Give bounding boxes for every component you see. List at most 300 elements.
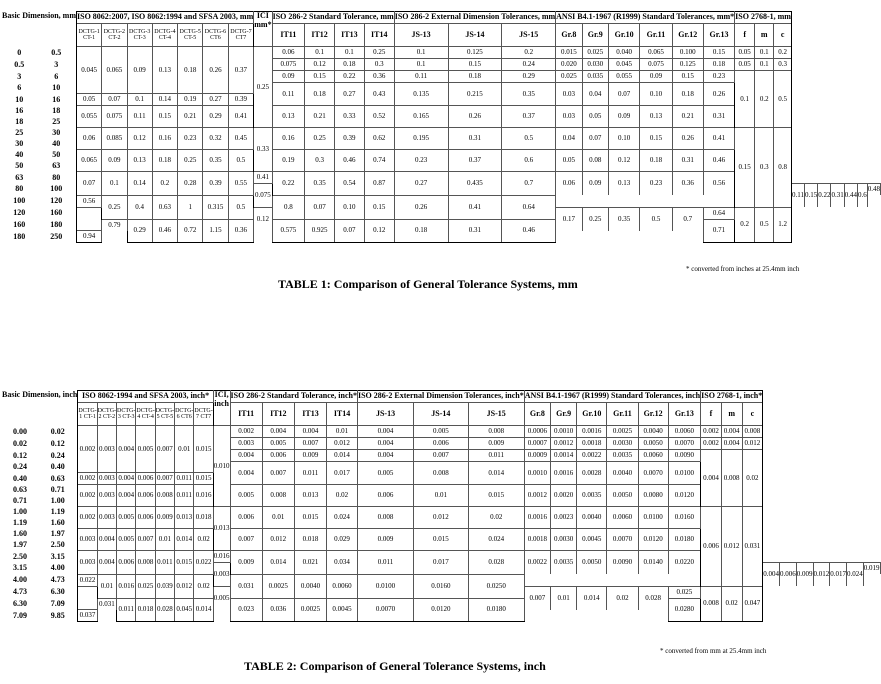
ici-value: 0.79 [102, 219, 127, 231]
dim-upto: 30 [52, 128, 61, 137]
ct-value: 0.1 [127, 94, 152, 106]
tolerance-value: 0.023 [230, 598, 262, 622]
table-2-caption: TABLE 2: Comparison of General Tolerance Systems, inch [244, 659, 546, 673]
tolerance-value: 0.27 [334, 83, 364, 106]
tolerance-value: 0.8 [272, 195, 305, 219]
column-header: DCTG-1 CT-1 [78, 403, 97, 426]
tolerance-value: 0.0028 [577, 462, 607, 485]
column-header: JS-15 [502, 24, 556, 47]
tolerance-value: 0.25 [305, 128, 335, 150]
tolerance-value: 0.31 [448, 219, 502, 243]
ct-value: 0.39 [228, 94, 254, 106]
tolerance-value: 0.46 [152, 219, 177, 243]
ct-value: 0.11 [791, 184, 804, 208]
tolerance-value: 0.0023 [551, 507, 577, 529]
dim-over: 1.97 [13, 540, 28, 549]
tolerance-value: 0.007 [262, 462, 294, 485]
tolerance-value: 0.25 [102, 195, 127, 219]
group-header: ISO 8062:2007, ISO 8062:1994 and SFSA 2003, mm [77, 12, 254, 24]
ct-value: 0.007 [155, 473, 174, 485]
dim-over: 6.30 [13, 598, 28, 608]
tolerance-value: 0.028 [155, 598, 174, 622]
ct-value: 0.002 [78, 485, 97, 507]
ct-value: 0.55 [228, 172, 254, 196]
tolerance-value: 0.0120 [668, 485, 701, 507]
table-2 [2, 390, 881, 622]
tolerance-value: 0.46 [502, 219, 556, 243]
dim-over: 25 [15, 128, 24, 137]
tolerance-value: 0.0025 [294, 598, 326, 622]
dim-upto: 6 [54, 71, 59, 81]
tolerance-value: 0.21 [672, 106, 703, 128]
dim-over: 0.02 [13, 438, 28, 448]
ct-value: 0.003 [78, 529, 97, 551]
tolerance-value: 0.54 [334, 172, 364, 196]
dim-over: 0.24 [13, 462, 28, 471]
tolerance-value: 0.0020 [551, 485, 577, 507]
ici-value: 0.019 [863, 564, 880, 572]
tolerance-value: 0.0018 [577, 438, 607, 450]
tolerance-value: 0.004 [262, 426, 294, 438]
dim-upto: 2.50 [50, 540, 65, 549]
dim-over: 0.00 [13, 426, 28, 436]
tolerance-value: 0.36 [672, 172, 703, 196]
dim-upto: 16 [52, 94, 61, 104]
tolerance-value: 0.27 [394, 172, 448, 196]
iso2768-value: 0.2 [735, 207, 755, 243]
ct-value: 0.26 [203, 47, 228, 94]
tolerance-value: 0.065 [640, 47, 672, 59]
dim-upto: 40 [52, 139, 61, 148]
column-header: Gr.9 [582, 24, 608, 47]
tolerance-value: 0.72 [178, 219, 203, 243]
dim-upto: 180 [50, 219, 63, 229]
ct-value: 0.11 [127, 106, 152, 128]
tolerance-value: 0.012 [262, 529, 294, 551]
tolerance-value: 0.13 [640, 106, 672, 128]
dim-upto: 80 [52, 172, 61, 182]
tolerance-value: 0.925 [305, 219, 335, 243]
tolerance-value: 0.13 [272, 106, 305, 128]
tolerance-value: 0.36 [228, 219, 254, 243]
dim-over: 1.00 [13, 507, 28, 516]
tolerance-value: 0.034 [327, 551, 358, 575]
column-header: Gr.11 [607, 403, 638, 426]
column-header: DCTG-6 CT6 [175, 403, 194, 426]
ct-value: 0.2 [152, 172, 177, 196]
dimension-header: Basic Dimension, inch [2, 389, 78, 399]
ici-value: 0.016 [213, 551, 230, 563]
group-header: ISO 286-2 External Dimension Tolerances, mm [394, 12, 555, 24]
tolerance-value: 0.031 [230, 574, 262, 598]
column-header: DCTG-4 CT-4 [136, 403, 155, 426]
ct-value: 0.01 [175, 426, 194, 473]
dim-upto: 4.00 [50, 563, 65, 573]
ct-value: 0.17 [556, 207, 582, 231]
tolerance-value: 0.125 [672, 59, 703, 71]
iso2768-value: 0.002 [701, 426, 722, 438]
dim-upto: 63 [52, 161, 61, 170]
dim-upto: 4.73 [50, 575, 65, 584]
ct-value: 0.14 [152, 94, 177, 106]
ct-value: 0.011 [155, 551, 174, 575]
tolerance-value: 0.004 [357, 426, 413, 438]
column-header: IT13 [294, 403, 326, 426]
column-header: c [774, 24, 792, 47]
tolerance-value: 0.18 [394, 219, 448, 243]
ct-value: 0.02 [194, 529, 213, 551]
tolerance-value: 0.74 [364, 150, 394, 172]
tolerance-value: 0.435 [448, 172, 502, 196]
tolerance-value: 0.025 [136, 574, 155, 598]
tolerance-value: 0.12 [305, 59, 335, 71]
dim-over: 180 [13, 231, 26, 241]
tolerance-value: 0.3 [305, 150, 335, 172]
group-header: ANSI B4.1-1967 (R1999) Standard Tolerances, inch [524, 391, 700, 403]
header-row [2, 12, 880, 24]
ct-value: 0.1 [102, 172, 127, 196]
tolerance-value: 0.016 [117, 574, 136, 598]
group-header: ISO 286-2 External Dimension Tolerances, inch* [357, 391, 524, 403]
tolerance-value: 0.009 [294, 450, 326, 462]
tolerance-value: 0.52 [364, 106, 394, 128]
ct-value: 0.017 [830, 563, 847, 587]
table-row [2, 426, 880, 438]
tolerance-value: 0.0070 [668, 438, 701, 450]
tolerance-value: 0.64 [502, 195, 556, 219]
ct-value: 0.14 [127, 172, 152, 196]
tolerance-value: 0.4 [127, 195, 152, 219]
iso2768-value: 0.002 [701, 438, 722, 450]
ct-value: 0.23 [178, 128, 203, 150]
tolerance-value: 0.013 [294, 485, 326, 507]
ct-value: 0.024 [847, 563, 864, 587]
ct-value: 0.003 [97, 507, 116, 529]
iso2768-value: 0.004 [721, 426, 742, 438]
ct-value: 0.015 [175, 551, 194, 575]
ct-value: 0.09 [127, 47, 152, 94]
tolerance-value: 0.015 [556, 47, 582, 59]
column-header: IT14 [327, 403, 358, 426]
ct-value: 0.008 [136, 551, 155, 575]
column-header: DCTG-3 CT-3 [127, 24, 152, 47]
tolerance-value: 0.195 [394, 128, 448, 150]
tolerance-value: 0.125 [448, 47, 502, 59]
ct-value: 0.7 [672, 207, 703, 231]
tolerance-value: 0.18 [672, 83, 703, 106]
tolerance-value: 0.075 [640, 59, 672, 71]
tolerance-value: 0.315 [203, 195, 228, 219]
tolerance-value: 0.0012 [524, 485, 550, 507]
dim-over: 160 [13, 219, 26, 229]
column-header: IT11 [230, 403, 262, 426]
tolerance-value: 0.014 [262, 551, 294, 575]
tolerance-value: 0.004 [357, 438, 413, 450]
ct-value: 0.055 [77, 106, 102, 128]
tolerance-value: 0.18 [640, 150, 672, 172]
tolerance-value: 0.012 [175, 574, 194, 598]
header-row [2, 391, 880, 403]
tolerance-value: 0.007 [294, 438, 326, 450]
ct-value: 0.015 [194, 473, 213, 485]
ct-value: 0.39 [203, 172, 228, 196]
tolerance-value: 0.0007 [524, 438, 550, 450]
ct-value: 0.002 [78, 473, 97, 485]
ici-value: 0.022 [78, 574, 97, 586]
tolerance-value: 0.1 [394, 59, 448, 71]
tolerance-value: 0.005 [262, 438, 294, 450]
tolerance-value: 0.29 [127, 219, 152, 243]
iso2768-value: 0.05 [735, 59, 755, 71]
tolerance-value: 0.07 [305, 195, 335, 219]
ct-value: 0.16 [152, 128, 177, 150]
dim-upto: 9.85 [50, 610, 65, 620]
tolerance-value: 0.008 [468, 426, 524, 438]
tolerance-value: 0.0160 [414, 574, 469, 598]
ct-value: 0.011 [175, 485, 194, 507]
tolerance-value: 0.01 [327, 426, 358, 438]
subheader-row [2, 403, 880, 426]
ici-value: 0.25 [254, 47, 272, 128]
tolerance-value: 0.024 [327, 507, 358, 529]
tolerance-value: 0.0045 [327, 598, 358, 622]
ct-value: 0.003 [78, 551, 97, 575]
ct-value: 0.12 [127, 128, 152, 150]
tolerance-value: 0.045 [609, 59, 640, 71]
dim-upto: 100 [50, 184, 63, 194]
tolerance-value: 0.15 [364, 195, 394, 219]
tolerance-value: 0.0100 [668, 462, 701, 485]
column-header: DCTG-2 CT-2 [102, 24, 127, 47]
tolerance-value: 0.35 [305, 172, 335, 196]
ici-value: 0.031 [98, 599, 115, 608]
ct-value: 0.01 [155, 529, 174, 551]
dim-over: 40 [15, 150, 24, 159]
tolerance-value: 0.0060 [638, 450, 668, 462]
tolerance-value: 0.0040 [294, 574, 326, 598]
column-header: Gr.12 [638, 403, 668, 426]
column-header: JS-14 [448, 24, 502, 47]
group-header: ISO 2768-1, mm [735, 12, 792, 24]
ici-value: 0.010 [213, 426, 230, 507]
column-header: Gr.13 [668, 403, 701, 426]
tolerance-value: 0.021 [294, 551, 326, 575]
table-2-note: * converted from mm at 25.4mm inch [660, 647, 767, 655]
column-header: IT14 [364, 24, 394, 47]
tolerance-value: 0.0070 [638, 462, 668, 485]
tolerance-value: 0.0050 [638, 438, 668, 450]
tolerance-value: 0.43 [364, 83, 394, 106]
ct-value: 0.35 [203, 150, 228, 172]
iso2768-value: 0.008 [721, 450, 742, 507]
tolerance-value: 0.29 [502, 71, 556, 83]
dim-upto: 0.12 [50, 438, 65, 448]
group-header: ISO 286-2 Standard Tolerance, mm [272, 12, 394, 24]
ct-value: 0.008 [155, 485, 174, 507]
ct-value: 0.13 [152, 47, 177, 94]
dim-over: 18 [15, 117, 24, 126]
tolerance-value: 0.09 [272, 71, 305, 83]
tolerance-value: 0.0080 [638, 485, 668, 507]
ct-value: 0.45 [228, 128, 254, 150]
tolerance-value: 0.012 [414, 507, 469, 529]
column-header: f [735, 24, 755, 47]
tolerance-value: 0.0160 [668, 507, 701, 529]
tolerance-value: 0.02 [468, 507, 524, 529]
tolerance-value: 0.007 [230, 529, 262, 551]
dim-over: 7.09 [13, 610, 28, 620]
ct-value: 0.15 [804, 184, 817, 208]
ct-value: 0.022 [194, 551, 213, 575]
tolerance-value: 0.25 [364, 47, 394, 59]
tolerance-value: 0.09 [640, 71, 672, 83]
ct-value: 0.07 [77, 172, 102, 196]
tolerance-value: 0.10 [334, 195, 364, 219]
tolerance-value: 0.0016 [524, 507, 550, 529]
tolerance-value: 0.41 [703, 128, 734, 150]
tolerance-value: 0.01 [97, 574, 116, 598]
ct-value: 0.003 [97, 426, 116, 473]
tolerance-value: 0.018 [136, 598, 155, 622]
tolerance-value: 0.075 [272, 59, 305, 71]
iso2768-value: 0.02 [721, 586, 742, 622]
tolerance-value: 0.012 [327, 438, 358, 450]
tolerance-value: 0.03 [556, 83, 582, 106]
tolerance-value: 0.26 [394, 195, 448, 219]
dim-upto: 7.09 [50, 598, 65, 608]
tolerance-value: 0.015 [414, 529, 469, 551]
ct-value [78, 586, 97, 610]
iso2768-value: 0.1 [755, 59, 774, 71]
column-header: DCTG-7 CT7 [194, 403, 213, 426]
tolerance-value: 0.008 [357, 507, 413, 529]
iso2768-value: 0.012 [742, 438, 763, 450]
tolerance-value: 0.009 [468, 438, 524, 450]
group-header: ISO 286-2 Standard Tolerance, inch* [230, 391, 357, 403]
column-header: Gr.10 [609, 24, 640, 47]
tolerance-value: 0.028 [468, 551, 524, 575]
dim-upto: 25 [52, 117, 61, 126]
dim-over: 100 [13, 196, 26, 205]
ct-value: 0.007 [136, 529, 155, 551]
tolerance-value: 0.26 [672, 128, 703, 150]
table-row [2, 507, 880, 518]
ct-value: 0.35 [609, 207, 640, 231]
ct-value: 0.37 [228, 47, 254, 94]
tolerance-value: 0.09 [609, 106, 640, 128]
ct-value: 0.13 [127, 150, 152, 172]
tolerance-value: 0.15 [672, 71, 703, 83]
tolerance-value: 0.02 [327, 485, 358, 507]
ct-value: 0.22 [818, 184, 831, 208]
tolerance-value: 0.002 [230, 426, 262, 438]
ct-value: 0.009 [155, 507, 174, 529]
tolerance-value: 0.030 [582, 59, 608, 71]
dim-over: 1.60 [13, 529, 28, 538]
ct-value: 0.25 [582, 207, 608, 231]
column-header: IT12 [262, 403, 294, 426]
ct-value: 0.01 [551, 586, 577, 610]
tolerance-value: 0.0070 [357, 598, 413, 622]
tolerance-value: 0.100 [672, 47, 703, 59]
column-header: Gr.12 [672, 24, 703, 47]
ct-value: 0.18 [152, 150, 177, 172]
ct-value: 0.004 [97, 529, 116, 551]
tolerance-value: 0.06 [272, 47, 305, 59]
column-header: JS-13 [357, 403, 413, 426]
dim-upto: 18 [52, 106, 61, 115]
tolerance-value: 0.0030 [551, 529, 577, 551]
tolerance-value: 0.0022 [524, 551, 550, 575]
tolerance-value: 0.009 [357, 529, 413, 551]
tolerance-value: 0.006 [230, 507, 262, 529]
column-header: JS-14 [414, 403, 469, 426]
dim-upto: 120 [50, 196, 63, 205]
column-header: Gr.8 [556, 24, 582, 47]
tolerance-value: 0.0070 [607, 529, 638, 551]
ici-value: 0.025 [668, 586, 701, 598]
dim-over: 80 [15, 184, 24, 194]
ct-value: 0.002 [78, 507, 97, 529]
ici-value: 0.33 [254, 128, 272, 172]
table-1-note: * converted from inches at 25.4mm inch [686, 265, 800, 273]
column-header: IT13 [334, 24, 364, 47]
tolerance-value: 0.24 [502, 59, 556, 71]
tolerance-value: 0.15 [703, 47, 734, 59]
dim-upto: 3 [54, 59, 59, 69]
ct-value: 0.018 [194, 507, 213, 529]
ct-value: 0.005 [117, 529, 136, 551]
tolerance-value: 0.0035 [607, 450, 638, 462]
column-header: DCTG-3 CT-3 [117, 403, 136, 426]
tolerance-value: 0.055 [609, 71, 640, 83]
tolerance-value: 0.10 [640, 83, 672, 106]
ct-value: 0.075 [254, 184, 272, 208]
ct-value: 0.011 [175, 473, 194, 485]
ici-value: 0.48 [867, 185, 880, 193]
ct-value: 0.05 [77, 94, 102, 106]
tolerance-value: 0.15 [640, 128, 672, 150]
ct-value: 0.25 [178, 150, 203, 172]
tolerance-value: 0.014 [194, 598, 213, 622]
tolerance-value: 0.007 [414, 450, 469, 462]
column-header: IT12 [305, 24, 335, 47]
tolerance-value: 1 [178, 195, 203, 219]
dim-over: 0.71 [13, 496, 28, 505]
column-header: DCTG-2 CT-2 [97, 403, 116, 426]
dim-over: 3.15 [13, 563, 28, 573]
tolerance-value: 0.0220 [668, 551, 701, 575]
tolerance-value: 0.0040 [607, 462, 638, 485]
tolerance-value: 0.0022 [577, 450, 607, 462]
tolerance-value: 0.0060 [607, 507, 638, 529]
column-header: DCTG-7 CT7 [228, 24, 254, 47]
tolerance-value: 0.0250 [468, 574, 524, 598]
ct-value: 0.18 [178, 47, 203, 94]
tolerance-value: 0.1 [334, 47, 364, 59]
tolerance-value: 0.008 [414, 462, 469, 485]
iso2768-value: 0.047 [742, 586, 763, 622]
tolerance-value: 0.01 [262, 507, 294, 529]
tolerance-value: 0.15 [448, 59, 502, 71]
tolerance-value: 0.040 [609, 47, 640, 59]
tolerance-value: 0.05 [556, 150, 582, 172]
tolerance-value: 0.165 [394, 106, 448, 128]
tolerance-value: 0.0025 [262, 574, 294, 598]
tolerance-value: 0.135 [394, 83, 448, 106]
tolerance-value: 1.15 [203, 219, 228, 243]
tolerance-value: 0.0100 [357, 574, 413, 598]
